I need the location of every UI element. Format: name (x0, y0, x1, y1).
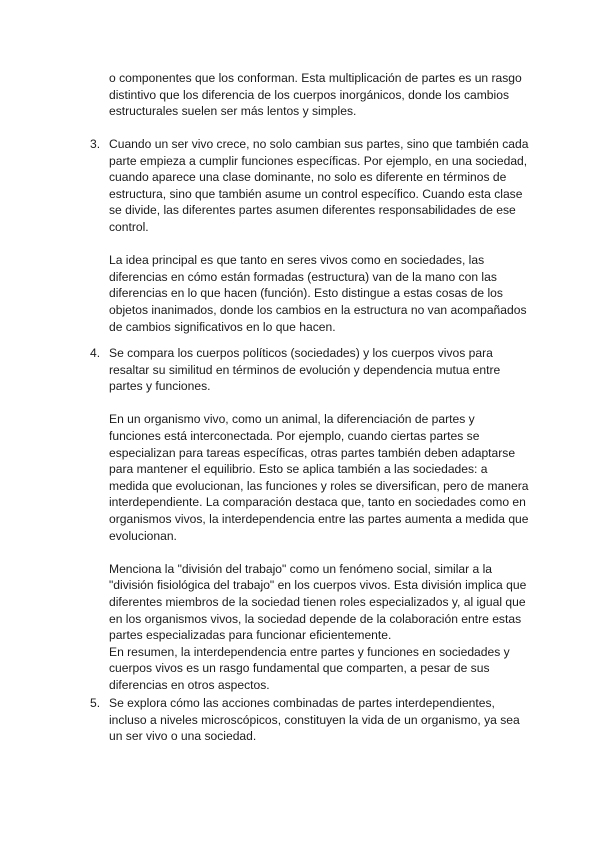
list-number: 3. (90, 137, 101, 151)
paragraph: En resumen, la interdependencia entre partes y funciones en sociedades y cuerpos vivos es un rasgo fundamental que comparten, a pesar de sus diferencias en otros aspectos. (109, 644, 510, 692)
intro-continuation-block (109, 70, 529, 120)
paragraph: La idea principal es que tanto en seres vivos como en sociedades, las diferencias en cómo están formadas (estructura) van de la mano con las diferencias en lo que hacen (función). Esto distingue a estas cosas de los objetos inanimados, donde los cambios en la estructura no van acompañados de cambios significativos en lo que hacen. (109, 253, 527, 334)
list-item-4 (109, 345, 529, 693)
paragraph: Se compara los cuerpos políticos (sociedades) y los cuerpos vivos para resaltar su similitud en términos de evolución y dependencia mutua entre partes y funciones. (109, 346, 501, 394)
paragraph: Cuando un ser vivo crece, no solo cambian sus partes, sino que también cada parte empieza a cumplir funciones específicas. Por ejemplo, en una sociedad, cuando aparece una clase dominante, no solo es diferente en términos de estructura, sino que también asume un control específico. Cuando esta clase se divide, las diferentes partes asumen diferentes responsabilidades de ese control. (109, 137, 529, 234)
list-item-5 (109, 695, 529, 745)
paragraph: En un organismo vivo, como un animal, la diferenciación de partes y funciones está interconectada. Por ejemplo, cuando ciertas partes se especializan para tareas específicas, otras partes también deben adaptarse para mantener el equilibrio. Esto se aplica también a las sociedades: a medida que evolucionan, las funciones y roles se diversifican, pero de manera interdependiente. La comparación destaca que, tanto en sociedades como en organismos vivos, la interdependencia entre las partes aumenta a medida que evolucionan. (109, 412, 529, 543)
paragraph: o componentes que los conforman. Esta multiplicación de partes es un rasgo distintivo que los diferencia de los cuerpos inorgánicos, donde los cambios estructurales suelen ser más lentos y simples. (109, 71, 522, 119)
list-number: 4. (90, 346, 101, 360)
list-item-3 (109, 136, 529, 335)
paragraph: Se explora cómo las acciones combinadas de partes interdependientes, incluso a niveles microscópicos, constituyen la vida de un organismo, ya sea un ser vivo o una sociedad. (109, 696, 520, 744)
paragraph: Menciona la "división del trabajo" como un fenómeno social, similar a la "división fisiológica del trabajo" en los cuerpos vivos. Esta división implica que diferentes miembros de la sociedad tienen roles especializados y, al igual que en los organismos vivos, la sociedad depende de la colaboración entre estas partes especializadas para funcionar eficientemente. (109, 561, 527, 643)
list-number: 5. (90, 696, 101, 710)
